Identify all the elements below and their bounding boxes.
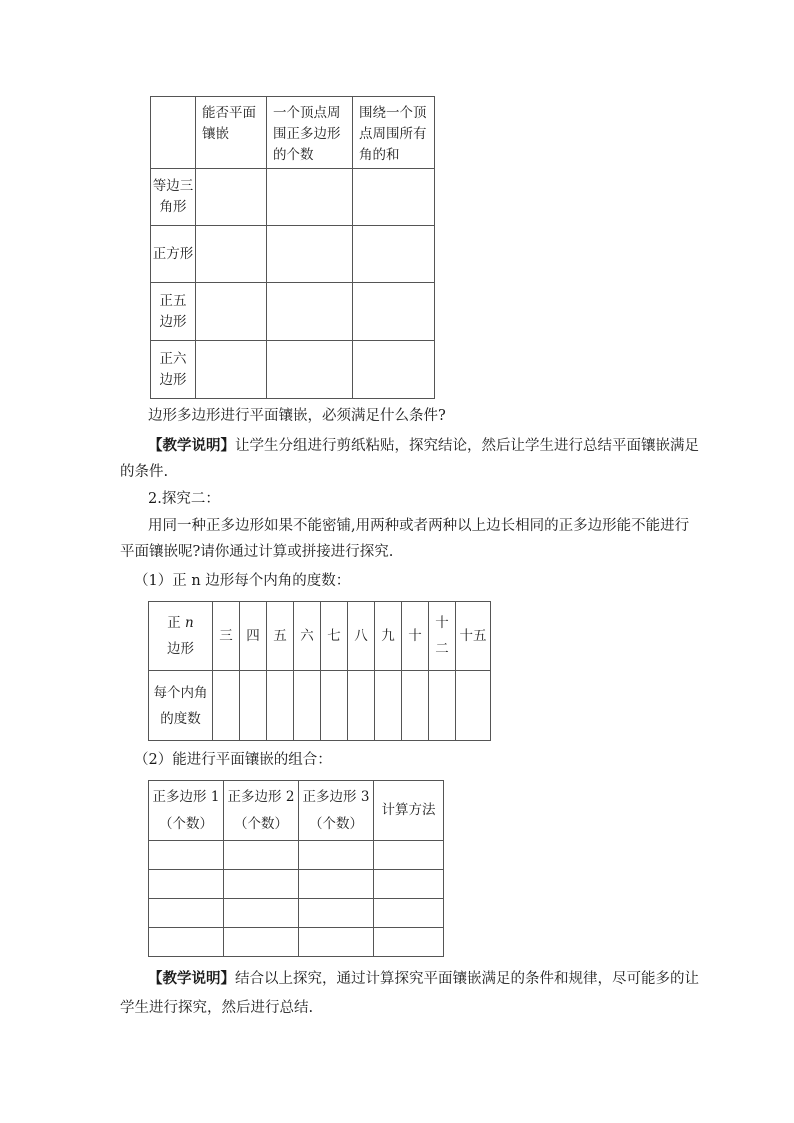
table2-cell xyxy=(348,671,375,741)
note-text: 结合以上探究，通过计算探究平面镶嵌满足的条件和规律，尽可能多的让 xyxy=(235,971,699,987)
col-4: 四 xyxy=(246,628,260,644)
table3-cell xyxy=(224,841,299,870)
table2-row-head xyxy=(149,602,213,671)
explore2-paragraph: 用同一种正多边形如果不能密铺,用两种或者两种以上边长相同的正多边形能不能进行 xyxy=(148,518,690,534)
col-5: 五 xyxy=(273,628,287,644)
table3-header-cell xyxy=(374,781,444,841)
table1-cell xyxy=(353,283,435,341)
table2-cell xyxy=(402,671,429,741)
col-15: 十五 xyxy=(459,628,487,644)
table2-cell xyxy=(294,671,321,741)
table3-cell xyxy=(149,899,224,928)
header-polygon-1: 正多边形 1 xyxy=(152,788,220,805)
table2-col-head xyxy=(240,602,267,671)
table1-row-head xyxy=(151,283,196,341)
table3-cell xyxy=(374,899,444,928)
combination-table xyxy=(148,780,444,957)
teaching-note-1-cont: 的条件. xyxy=(120,464,169,480)
table1-cell xyxy=(196,226,267,283)
note-label: 【教学说明】 xyxy=(148,437,235,454)
table3-cell xyxy=(149,870,224,899)
header-count: （个数） xyxy=(159,815,213,832)
table2-cell xyxy=(267,671,294,741)
table1-row-head xyxy=(151,226,196,283)
row-regular-hexagon: 正六 边形 xyxy=(159,350,187,388)
note-text: 让学生分组进行剪纸粘贴，探究结论，然后让学生进行总结平面镶嵌满足 xyxy=(235,438,699,454)
table2-cell xyxy=(240,671,267,741)
table3-cell xyxy=(374,928,444,957)
table2-cell xyxy=(429,671,456,741)
table3-cell xyxy=(224,928,299,957)
col-8: 八 xyxy=(354,628,368,644)
header-calculation-method: 计算方法 xyxy=(381,802,436,818)
head-polygon-label: 边形 xyxy=(167,641,194,657)
table1-cell xyxy=(267,226,353,283)
table2-col-head xyxy=(294,602,321,671)
table1-cell xyxy=(267,169,353,226)
teaching-note-2-cont: 学生进行探究，然后进行总结. xyxy=(120,1000,314,1016)
row-equilateral-triangle: 等边三 角形 xyxy=(152,178,194,215)
table3-cell xyxy=(149,928,224,957)
table3-cell xyxy=(299,841,374,870)
table2-col-head xyxy=(213,602,240,671)
variable-n: n xyxy=(185,615,194,631)
row-square: 正方形 xyxy=(152,245,194,262)
teaching-note-2 xyxy=(148,967,699,991)
table2-col-head xyxy=(348,602,375,671)
table3-cell xyxy=(224,870,299,899)
table1-cell xyxy=(196,341,267,399)
header-polygon-2: 正多边形 2 xyxy=(227,788,295,805)
table1-header-cell xyxy=(196,97,267,169)
tessellation-table xyxy=(150,96,435,399)
col-12: 十二 xyxy=(435,615,449,657)
table2-cell xyxy=(456,671,491,741)
head-interior-angle: 每个内角 的度数 xyxy=(153,684,208,727)
table2-row-head xyxy=(149,671,213,741)
table1-cell xyxy=(353,226,435,283)
col-3: 三 xyxy=(219,628,233,644)
col-7: 七 xyxy=(327,628,341,644)
table3-cell xyxy=(299,870,374,899)
table3-cell xyxy=(374,870,444,899)
header-angle-sum: 围绕一个顶 点周围所有 角的和 xyxy=(359,105,427,163)
table3-cell xyxy=(299,899,374,928)
table2-col-head xyxy=(267,602,294,671)
header-polygon-3: 正多边形 3 xyxy=(302,788,370,805)
col-6: 六 xyxy=(300,628,314,644)
table2-col-head xyxy=(456,602,491,671)
table3-cell xyxy=(224,899,299,928)
table2-col-head xyxy=(429,602,456,671)
table2-col-head xyxy=(402,602,429,671)
table3-header-cell xyxy=(224,781,299,841)
section-title-explore-2: 2.探究二： xyxy=(148,491,220,507)
header-polygon-count: 一个顶点周 围正多边形 的个数 xyxy=(273,105,341,163)
table1-cell xyxy=(353,341,435,399)
header-count: （个数） xyxy=(309,815,363,832)
table1-row-head xyxy=(151,169,196,226)
row-regular-pentagon: 正五 边形 xyxy=(159,292,187,330)
table3-cell xyxy=(149,841,224,870)
interior-angle-table xyxy=(148,601,491,741)
teaching-note-1 xyxy=(148,434,699,458)
question-1: （1）正 n 边形每个内角的度数： xyxy=(134,573,351,589)
table3-header-cell xyxy=(149,781,224,841)
table3-header-cell xyxy=(299,781,374,841)
table1-corner-cell xyxy=(151,97,196,169)
col-10: 十 xyxy=(408,628,422,644)
table2-cell xyxy=(321,671,348,741)
explore2-paragraph-cont: 平面镶嵌呢?请你通过计算或拼接进行探究. xyxy=(120,544,394,560)
head-regular-n-label: 正 xyxy=(167,615,186,631)
header-can-tessellate: 能否平面 镶嵌 xyxy=(202,105,256,142)
table1-header-cell xyxy=(267,97,353,169)
col-9: 九 xyxy=(381,628,395,644)
note-label: 【教学说明】 xyxy=(148,970,235,987)
header-count: （个数） xyxy=(234,815,288,832)
table2-cell xyxy=(375,671,402,741)
table3-cell xyxy=(299,928,374,957)
table1-cell xyxy=(196,283,267,341)
paragraph-condition-question: 边形多边形进行平面镶嵌，必须满足什么条件? xyxy=(148,408,446,424)
table1-cell xyxy=(267,341,353,399)
table1-header-cell xyxy=(353,97,435,169)
table1-cell xyxy=(267,283,353,341)
table2-cell xyxy=(213,671,240,741)
table1-row-head xyxy=(151,341,196,399)
table2-col-head xyxy=(375,602,402,671)
question-2: （2）能进行平面镶嵌的组合： xyxy=(134,752,332,768)
table3-cell xyxy=(374,841,444,870)
table1-cell xyxy=(196,169,267,226)
table2-col-head xyxy=(321,602,348,671)
table1-cell xyxy=(353,169,435,226)
